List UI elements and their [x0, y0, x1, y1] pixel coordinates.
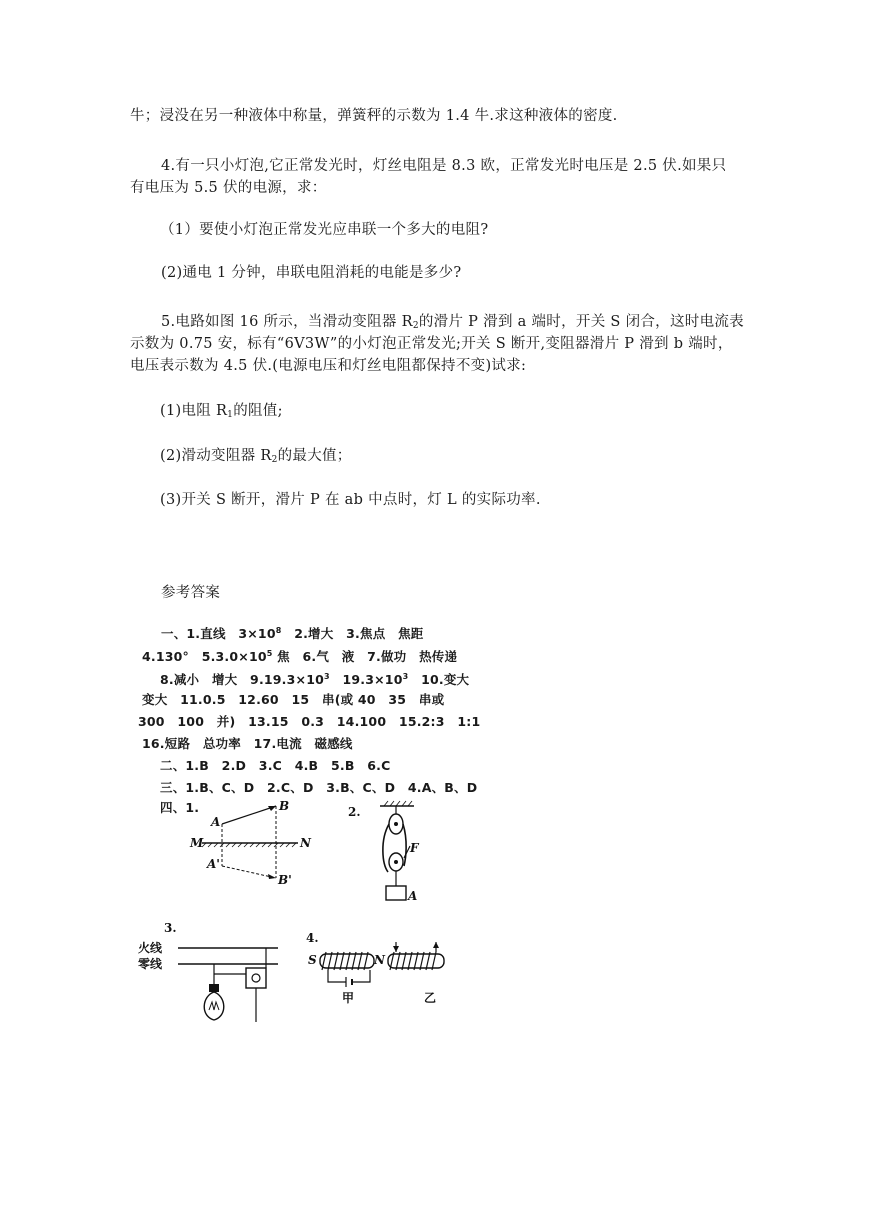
superscript: 8 — [275, 626, 282, 635]
problem-5-question-2 — [160, 446, 352, 470]
label-a: A — [211, 815, 221, 829]
answer-row-1-a: 一、1.直线 3×10 — [161, 626, 276, 641]
answer-row-9: 四、1. — [160, 800, 200, 815]
answer-row-1-b: 2.增大 3.焦点 焦距 — [281, 626, 424, 641]
figure-3-number: 3. — [164, 921, 177, 935]
arrow-up — [433, 942, 439, 948]
subscript-2: 2 — [412, 321, 419, 331]
answer-row-2-a: 4.130° 5.3.0×10 — [142, 649, 267, 664]
label-s: S — [308, 953, 317, 967]
label-a: A — [408, 889, 418, 903]
superscript: 5 — [266, 649, 273, 658]
coils-jia — [322, 952, 368, 970]
subscript-2: 2 — [271, 455, 278, 465]
answer-row-3 — [160, 669, 469, 688]
figure-2-number: 2. — [348, 805, 361, 819]
superscript: 3 — [402, 672, 409, 681]
figure-household-wiring — [138, 920, 298, 1026]
line-ab — [222, 806, 276, 824]
problem-5-line-1-part-a: 5.电路如图 16 所示，当滑动变阻器 R — [161, 314, 413, 330]
arrow-head-b-prime — [268, 874, 276, 879]
answer-row-4: 变大 11.0.5 12.60 15 串(或 40 35 串或 — [142, 692, 445, 707]
label-f: F — [410, 841, 419, 855]
label-yi: 乙 — [424, 991, 437, 1005]
wall-switch — [246, 968, 266, 988]
figure-4-number: 4. — [306, 931, 319, 945]
problem-4-line-2: 有电压为 5.5 伏的电源，求： — [130, 180, 327, 196]
answer-row-7: 二、1.B 2.D 3.C 4.B 5.B 6.C — [160, 758, 391, 773]
label-jia: 甲 — [342, 991, 355, 1005]
q1-part-b: 的阻值; — [233, 403, 283, 419]
answer-row-3-c: 10.变大 — [408, 672, 470, 687]
problem-5-question-1 — [160, 401, 283, 425]
problem-4-line-1: 4.有一只小灯泡,它正常发光时，灯丝电阻是 8.3 欧，正常发光时电压是 2.5 伏.如果只 — [161, 158, 727, 174]
answer-row-5: 300 100 并) 13.15 0.3 14.100 15.2:3 1:1 — [138, 714, 481, 729]
problem-3-tail: 牛；浸没在另一种液体中称量，弹簧秤的示数为 1.4 牛.求这种液体的密度. — [130, 108, 618, 124]
light-bulb — [204, 992, 224, 1020]
arrow-down — [393, 946, 399, 952]
problem-5-line-2: 示数为 0.75 安，标有“6V3W”的小灯泡正常发光;开关 S 断开,变阻器滑片 P 滑到 b 端时， — [130, 336, 733, 352]
answer-row-1 — [161, 623, 424, 642]
problem-5-line-1-part-b: 的滑片 P 滑到 a 端时，开关 S 闭合，这时电流表 — [418, 314, 744, 330]
label-live-wire: 火线 — [138, 941, 163, 955]
q1-part-a: (1)电阻 R — [160, 403, 228, 419]
label-a-prime: A' — [207, 857, 220, 871]
label-b-prime: B' — [278, 873, 292, 887]
label-neutral-wire: 零线 — [138, 957, 163, 971]
superscript: 3 — [324, 672, 330, 681]
label-b: B — [279, 799, 290, 813]
figure-solenoids — [306, 930, 456, 1006]
weight-block — [386, 886, 406, 900]
figure-pulley — [344, 800, 424, 910]
answer-row-3-b: 19.3×10 — [329, 672, 403, 687]
figure-mirror-reflection — [180, 796, 330, 888]
answer-row-3-a: 8.减小 增大 9.19.3×10 — [160, 672, 325, 687]
problem-5-question-3: (3)开关 S 断开，滑片 P 在 ab 中点时，灯 L 的实际功率. — [160, 492, 541, 508]
q2-part-b: 的最大值； — [277, 448, 352, 464]
problem-5-line-1 — [161, 312, 744, 336]
q2-part-a: (2)滑动变阻器 R — [160, 448, 272, 464]
label-n: N — [300, 836, 311, 850]
problem-4-question-2: (2)通电 1 分钟，串联电阻消耗的电能是多少? — [161, 265, 462, 281]
image-line — [222, 866, 276, 878]
answer-row-2 — [142, 646, 457, 665]
label-m: M — [190, 836, 204, 850]
answer-row-2-b: 焦 6.气 液 7.做功 热传递 — [272, 649, 458, 664]
label-n: N — [374, 953, 385, 967]
problem-4-question-1: （1）要使小灯泡正常发光应串联一个多大的电阻? — [160, 222, 489, 238]
lamp-socket — [209, 984, 219, 992]
answers-heading: 参考答案 — [161, 585, 221, 601]
answer-row-8: 三、1.B、C、D 2.C、D 3.B、C、D 4.A、B、D — [160, 780, 478, 795]
pulley-axle — [394, 860, 398, 864]
answer-row-6: 16.短路 总功率 17.电流 磁感线 — [142, 736, 353, 751]
coils-yi — [390, 952, 436, 970]
battery-circuit — [328, 970, 370, 982]
subscript-1: 1 — [227, 410, 234, 420]
problem-5-line-3: 电压表示数为 4.5 伏.(电源电压和灯丝电阻都保持不变)试求: — [130, 358, 527, 374]
pulley-axle — [394, 822, 398, 826]
